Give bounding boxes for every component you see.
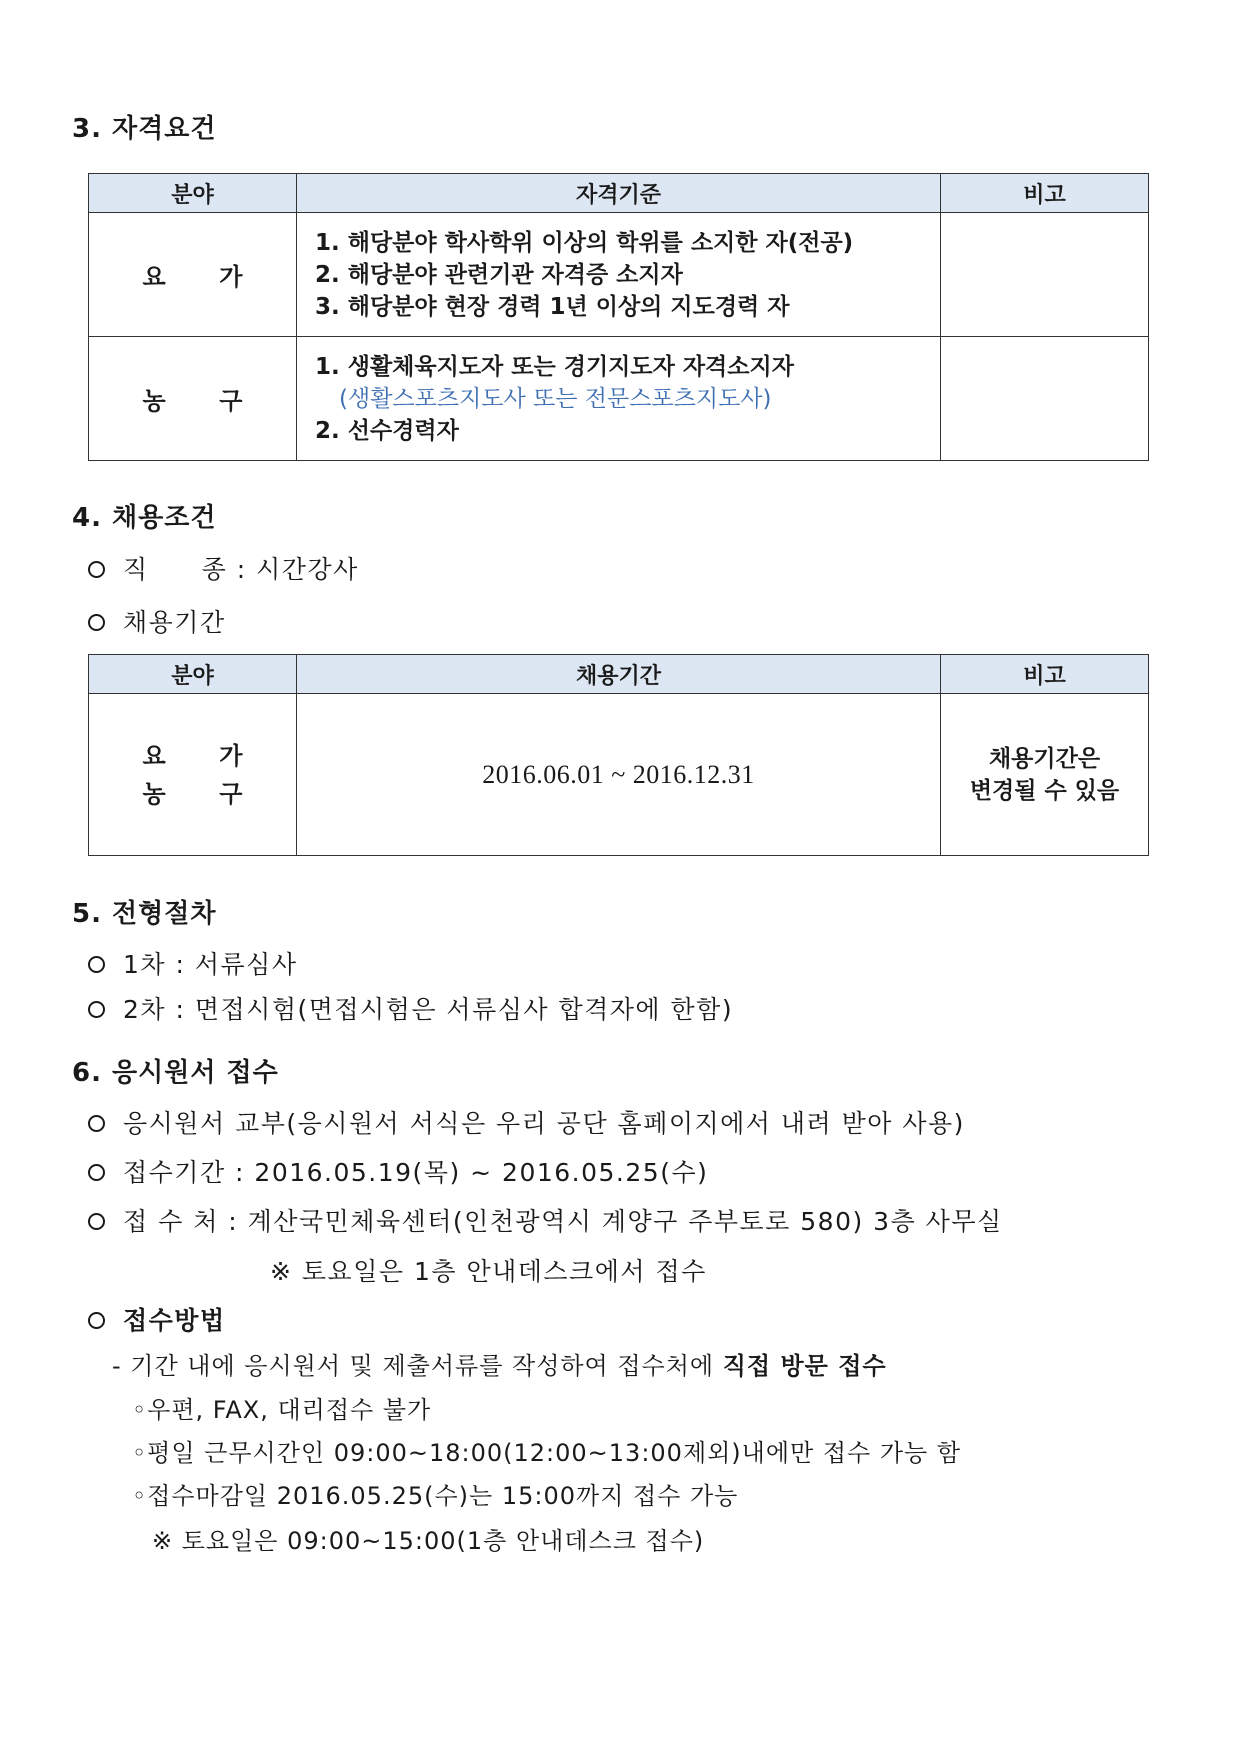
- circle-bullet-icon: [88, 561, 105, 578]
- circle-bullet-icon: [88, 956, 105, 973]
- period-table: [88, 654, 1149, 856]
- criteria-line: 1. 해당분야 학사학위 이상의 학위를 소지한 자(전공): [315, 229, 854, 256]
- period-value: 2016.06.01 ~ 2016.12.31: [297, 694, 941, 856]
- method-item: ◦평일 근무시간인 09:00~18:00(12:00~13:00제외)내에만 접수 가능 함: [132, 1439, 962, 1467]
- header-period: 채용기간: [297, 655, 941, 694]
- period-header-row: [89, 655, 1149, 694]
- header-criteria: 자격기준: [297, 174, 941, 213]
- section-6-title: 6. 응시원서 접수: [72, 1058, 279, 1088]
- header-note: 비고: [941, 655, 1149, 694]
- method-title-item: 접수방법: [88, 1301, 226, 1337]
- application-item: 접 수 처 : 계산국민체육센터(인천광역시 계양구 주부토로 580) 3층 사무실: [88, 1202, 1003, 1238]
- criteria-line: 2. 선수경력자: [315, 417, 459, 444]
- method-item: ◦접수마감일 2016.05.25(수)는 15:00까지 접수 가능: [132, 1482, 739, 1510]
- period-note: [941, 694, 1149, 856]
- method-item: ◦우편, FAX, 대리접수 불가: [132, 1396, 432, 1424]
- qualification-row-yoga: [89, 213, 1149, 337]
- criteria-note: (생활스포츠지도사 또는 전문스포츠지도사): [339, 385, 772, 412]
- header-note: 비고: [941, 174, 1149, 213]
- circle-bullet-icon: [88, 1213, 105, 1230]
- period-note-line: 채용기간은: [988, 745, 1101, 772]
- screening-item: 2차 : 면접시험(면접시험은 서류심사 합격자에 한함): [88, 990, 733, 1026]
- criteria-line: 1. 생활체육지도자 또는 경기지도자 자격소지자: [315, 353, 794, 380]
- note-basketball: [941, 337, 1149, 461]
- circle-bullet-icon: [88, 1164, 105, 1181]
- qualification-header-row: [89, 174, 1149, 213]
- section-3-title: 3. 자격요건: [72, 114, 217, 144]
- criteria-yoga: [297, 213, 941, 337]
- header-field: 분야: [89, 174, 297, 213]
- circle-bullet-icon: [88, 614, 105, 631]
- period-row: [89, 694, 1149, 856]
- qualification-table: [88, 173, 1149, 461]
- period-note-line: 변경될 수 있음: [969, 777, 1120, 804]
- circle-bullet-icon: [88, 1115, 105, 1132]
- note-yoga: [941, 213, 1149, 337]
- method-lead-bold: 직접 방문 접수: [722, 1352, 887, 1380]
- field-yoga: 요 가: [89, 213, 297, 337]
- criteria-line: 2. 해당분야 관련기관 자격증 소지자: [315, 261, 683, 288]
- section-4-title: 4. 채용조건: [72, 503, 217, 533]
- field-basketball: 농 구: [142, 779, 243, 808]
- circle-bullet-icon: [88, 1001, 105, 1018]
- method-lead: - 기간 내에 응시원서 및 제출서류를 작성하여 접수처에 직접 방문 접수: [112, 1352, 887, 1380]
- period-fields: [89, 694, 297, 856]
- job-type-item: 직 종 : 시간강사: [88, 550, 359, 586]
- section-5-title: 5. 전형절차: [72, 899, 217, 929]
- period-item: 채용기간: [88, 603, 226, 639]
- application-item: 접수기간 : 2016.05.19(목) ~ 2016.05.25(수): [88, 1153, 708, 1189]
- circle-bullet-icon: [88, 1312, 105, 1329]
- criteria-line: 3. 해당분야 현장 경력 1년 이상의 지도경력 자: [315, 293, 790, 320]
- method-note: ※ 토요일은 09:00~15:00(1층 안내데스크 접수): [152, 1527, 705, 1555]
- qualification-row-basketball: [89, 337, 1149, 461]
- field-basketball: 농 구: [89, 337, 297, 461]
- criteria-basketball: [297, 337, 941, 461]
- application-item: 응시원서 교부(응시원서 서식은 우리 공단 홈페이지에서 내려 받아 사용): [88, 1104, 965, 1140]
- field-yoga: 요 가: [142, 741, 243, 770]
- saturday-note: ※ 토요일은 1층 안내데스크에서 접수: [270, 1257, 707, 1286]
- screening-item: 1차 : 서류심사: [88, 945, 297, 981]
- header-field: 분야: [89, 655, 297, 694]
